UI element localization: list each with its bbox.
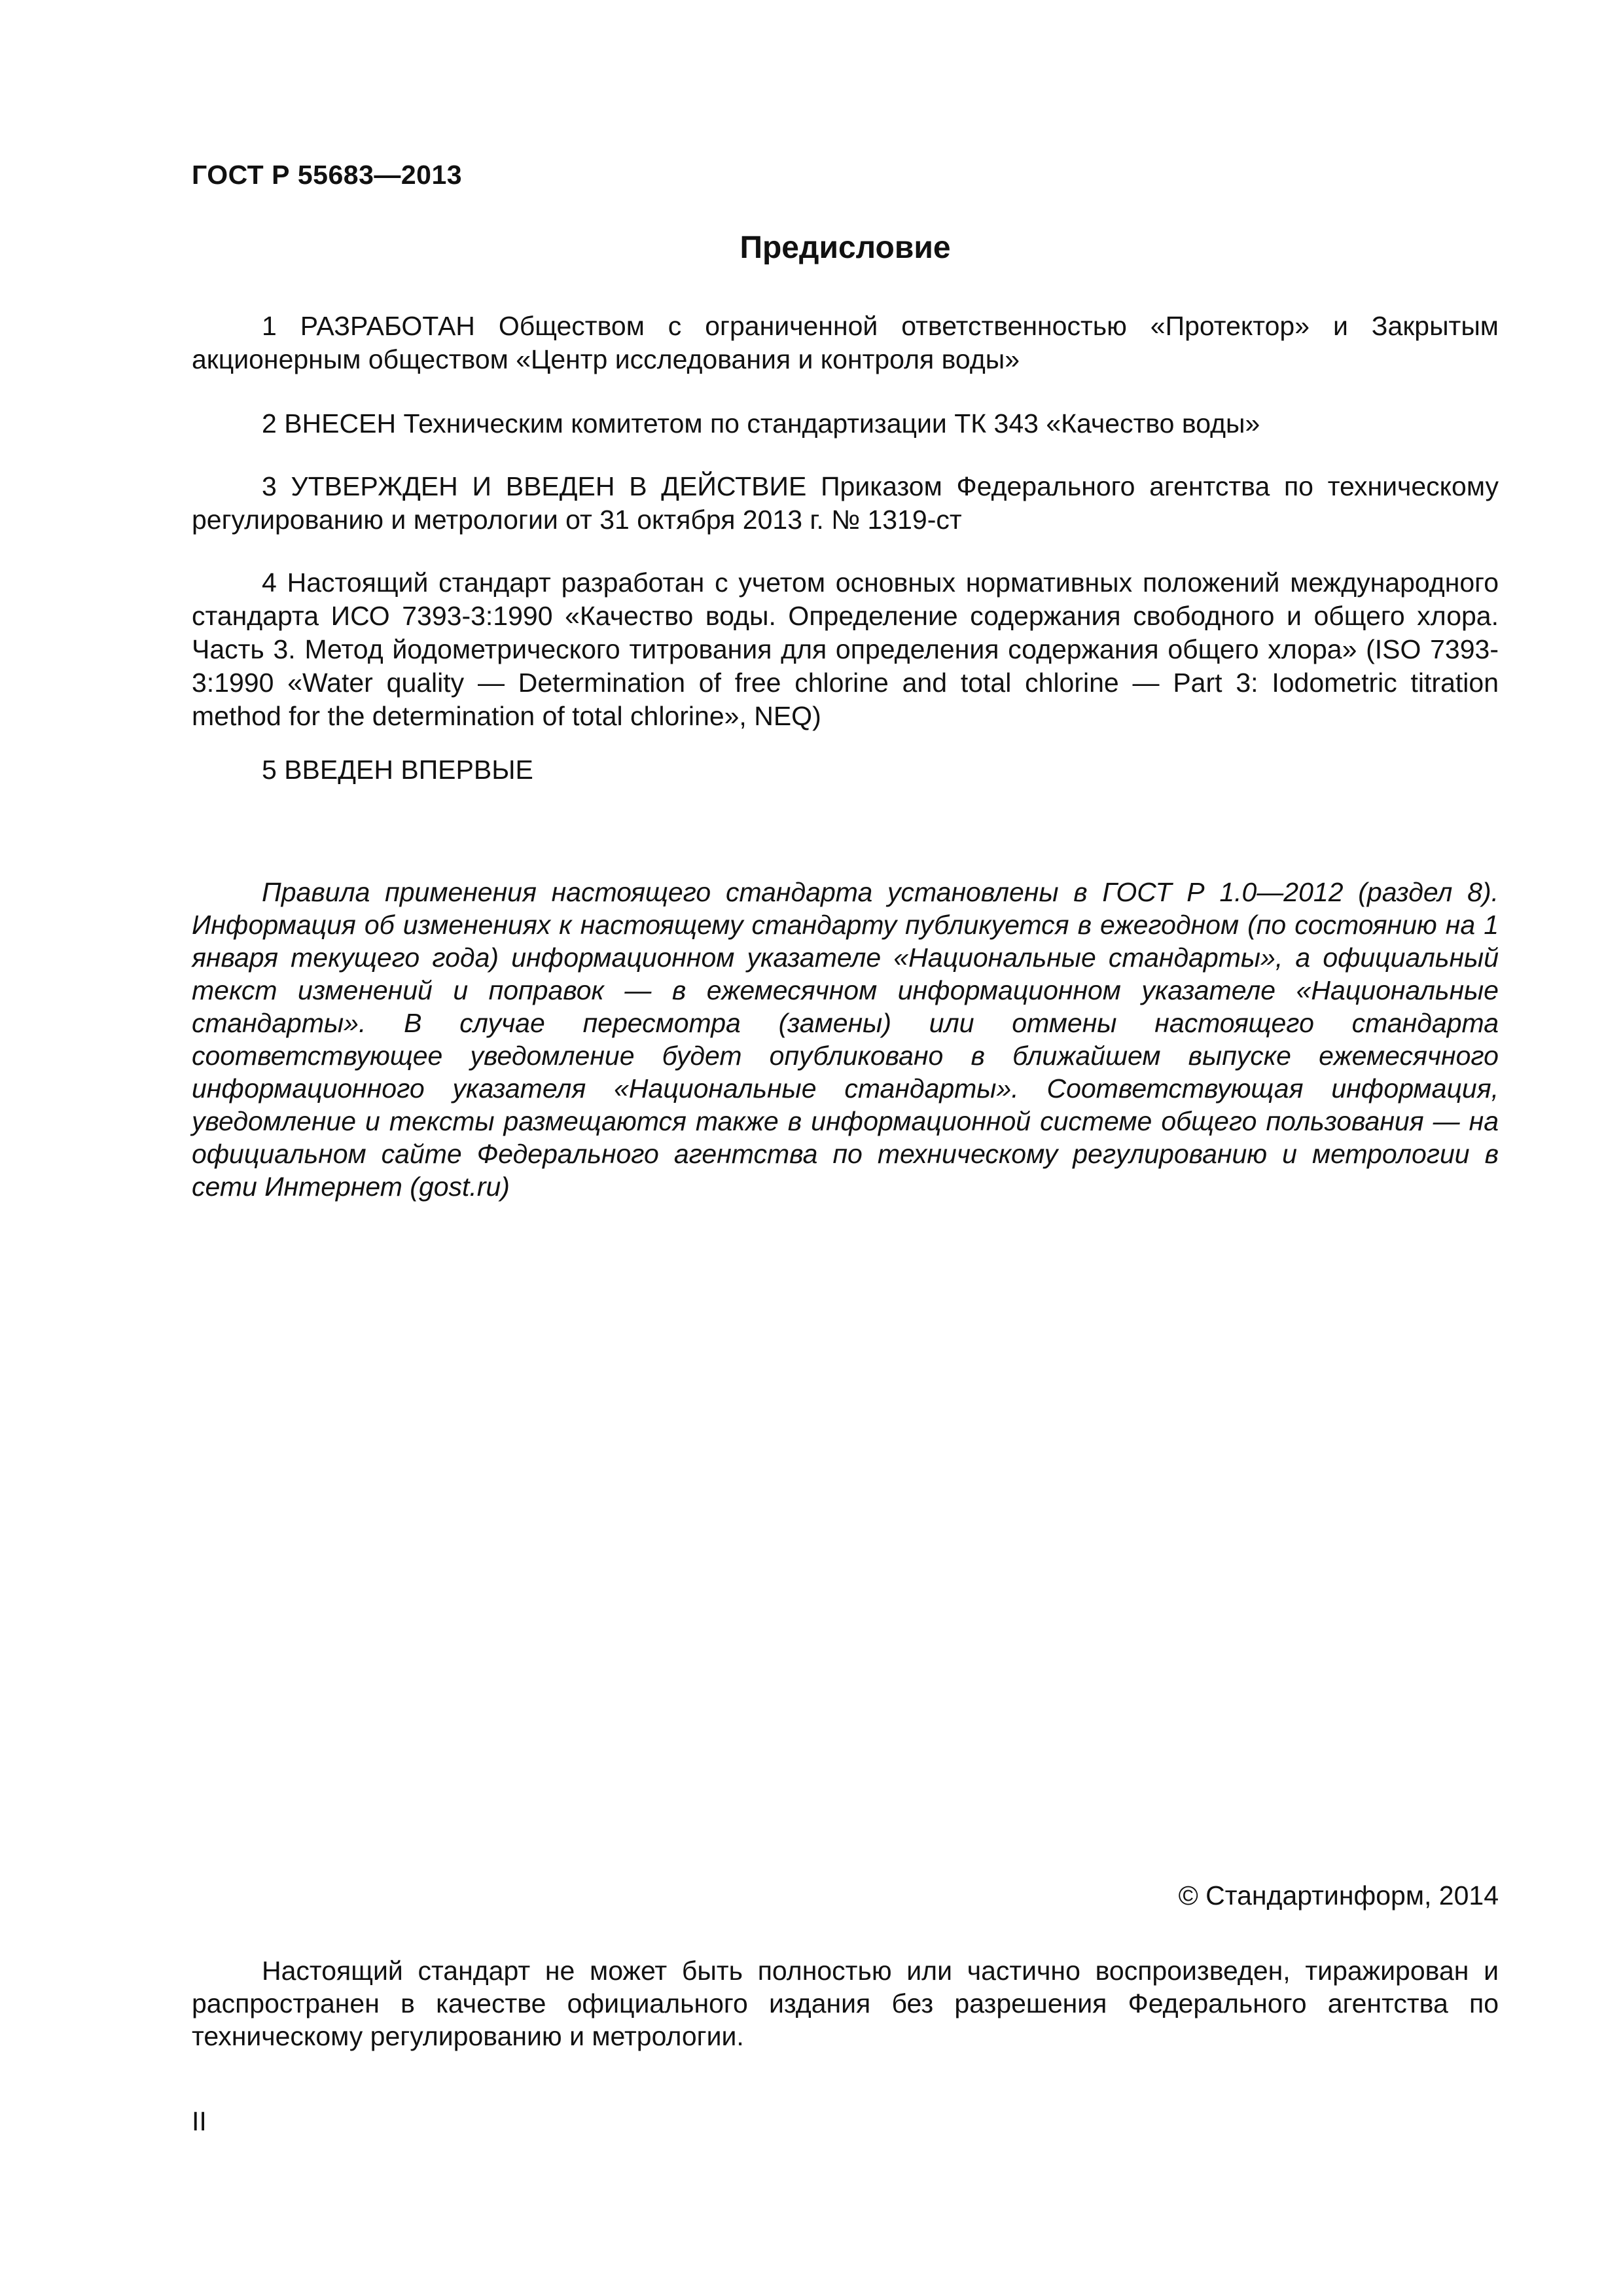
paragraph-approved: 3 УТВЕРЖДЕН И ВВЕДЕН В ДЕЙСТВИЕ Приказом Федерального агентства по техническому регулированию и метрологии от 31 октября 2013 г. № 1319-ст: [192, 471, 1499, 535]
standard-code: ГОСТ Р 55683—2013: [192, 160, 463, 190]
page-number: II: [192, 2106, 207, 2136]
copyright-notice: © Стандартинформ, 2014: [1178, 1880, 1499, 1910]
paragraph-developed-by: 1 РАЗРАБОТАН Обществом с ограниченной ответственностью «Протектор» и Закрытым акционерным обществом «Центр исследования и контроля воды»: [192, 311, 1499, 374]
paragraph-first-introduced: 5 ВВЕДЕН ВПЕРВЫЕ: [262, 755, 533, 785]
paragraph-introduced-by: 2 ВНЕСЕН Техническим комитетом по стандартизации ТК 343 «Качество воды»: [262, 408, 1260, 439]
legal-notice: Настоящий стандарт не может быть полностью или частично воспроизведен, тиражирован и распространен в качестве официального издания без разрешения Федерального агентства по техническому регулированию и метрологии.: [192, 1956, 1499, 2051]
paragraph-based-on-iso: 4 Настоящий стандарт разработан с учетом основных нормативных положений международного стандарта ИСО 7393-3:1990 «Качество воды. Определение содержания свободного и общего хлора. Часть 3. Метод йодометрического титрования для определения содержания общего хлора» (ISO 7393-3:1990 «Water quality — Determination of free chlorine and total chlorine — Part 3: Iodometric titration method for the determination of total chlorine», NEQ): [192, 567, 1499, 731]
page-title: Предисловие: [740, 230, 951, 265]
application-rules-note: Правила применения настоящего стандарта установлены в ГОСТ Р 1.0—2012 (раздел 8). Информация об изменениях к настоящему стандарту публикуется в ежегодном (по состоянию на 1 января текущего года) информационном указателе «Национальные стандарты», а официальный текст изменений и поправок — в ежемесячном информационном указателе «Национальные стандарты». В случае пересмотра (замены) или отмены настоящего стандарта соответствующее уведомление будет опубликовано в ближайшем выпуске ежемесячного информационного указателя «Национальные стандарты». Соответствующая информация, уведомление и тексты размещаются также в информационной системе общего пользования — на официальном сайте Федерального агентства по техническому регулированию и метрологии в сети Интернет (gost.ru): [192, 877, 1499, 1202]
